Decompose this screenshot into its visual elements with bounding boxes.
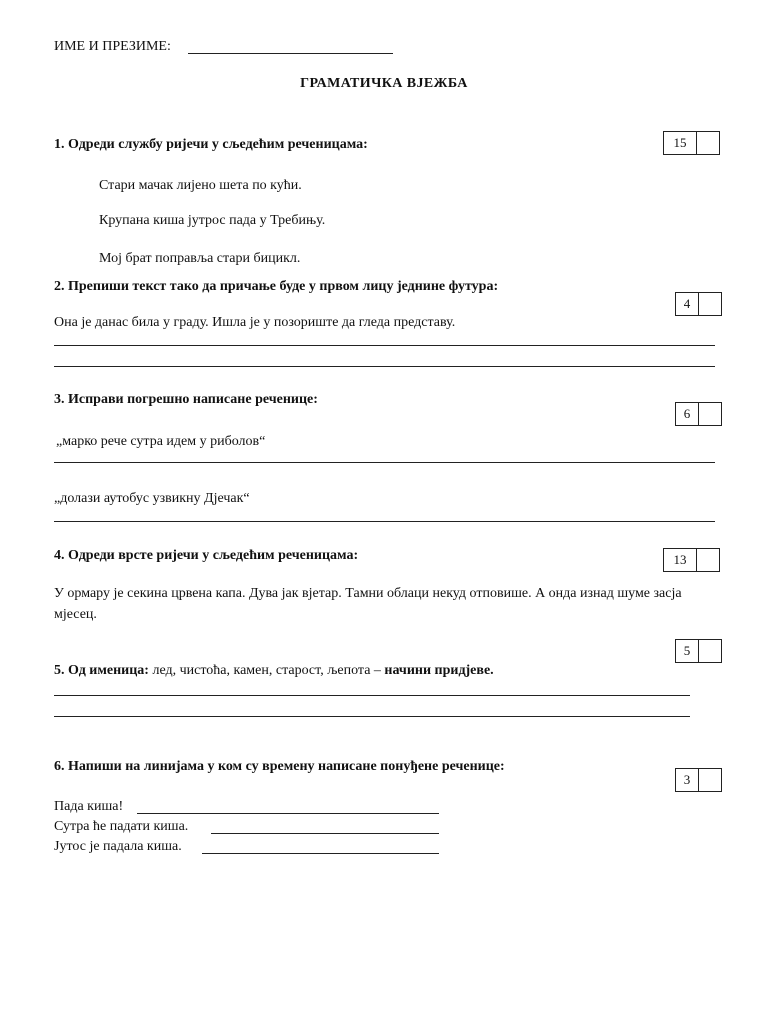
task-3-score-box (675, 402, 722, 426)
task-6-sentence: Јутос је падала киша. (54, 839, 182, 854)
task-3-sentence: „марко рече сутра идем у риболов“ (56, 434, 266, 449)
task-6-score-box (675, 768, 722, 792)
answer-line[interactable] (211, 833, 439, 834)
task-1-sentence: Стари мачак лијено шета по кући. (99, 178, 302, 193)
task-1-sentence: Мој брат поправља стари бицикл. (99, 251, 301, 266)
task-4-score-field[interactable] (697, 549, 719, 571)
task-5-points: 5 (676, 640, 699, 662)
name-label: ИМЕ И ПРЕЗИМЕ: (54, 39, 171, 54)
task-1-sentence: Крупана киша јутрос пада у Требињу. (99, 213, 326, 228)
answer-line[interactable] (54, 345, 715, 346)
task-4-text: У ормару је секина црвена капа. Дува јак вјетар. Тамни облаци некуд отповише. А онда изнад шуме засја мјесец. (54, 586, 682, 622)
task-6-sentence: Пада киша! (54, 799, 124, 814)
task-6-points: 3 (676, 769, 699, 791)
name-line[interactable] (188, 53, 393, 54)
answer-line[interactable] (54, 521, 715, 522)
answer-line[interactable] (137, 813, 439, 814)
task-4-points: 13 (664, 549, 697, 571)
task-1-score-field[interactable] (697, 132, 719, 154)
task-3-sentence: „долази аутобус узвикну Дјечак“ (54, 491, 250, 506)
task-5-heading-words: лед, чистоћа, камен, старост, љепота – (148, 663, 385, 678)
task-3-heading: 3. Исправи погрешно написане реченице: (54, 392, 318, 407)
answer-line[interactable] (202, 853, 439, 854)
answer-line[interactable] (54, 462, 715, 463)
task-4-heading: 4. Одреди врсте ријечи у сљедећим реченицама: (54, 548, 359, 563)
task-2-score-box (675, 292, 722, 316)
task-6-sentence: Сутра ће падати киша. (54, 819, 189, 834)
answer-line[interactable] (54, 366, 715, 367)
task-1-points: 15 (664, 132, 697, 154)
task-3-score-field[interactable] (699, 403, 721, 425)
page-title: ГРАМАТИЧКА ВЈЕЖБА (300, 76, 468, 91)
task-5-score-field[interactable] (699, 640, 721, 662)
task-5-heading-prefix: 5. Од именица: (54, 663, 149, 678)
task-4-score-box (663, 548, 720, 572)
answer-line[interactable] (54, 716, 690, 717)
task-5-score-box (675, 639, 722, 663)
task-5-heading-suffix: начини придјеве. (384, 663, 494, 678)
task-6-score-field[interactable] (699, 769, 721, 791)
task-3-points: 6 (676, 403, 699, 425)
task-5-heading (54, 662, 494, 679)
task-2-score-field[interactable] (699, 293, 721, 315)
task-1-score-box (663, 131, 720, 155)
answer-line[interactable] (54, 695, 690, 696)
task-2-text: Она је данас била у граду. Ишла је у позориште да гледа представу. (54, 315, 456, 330)
task-2-heading: 2. Препиши текст тако да причање буде у првом лицу једнине футура: (54, 279, 499, 294)
task-2-points: 4 (676, 293, 699, 315)
task-1-heading: 1. Одреди службу ријечи у сљедећим реченицама: (54, 137, 368, 152)
task-6-heading: 6. Напиши на линијама у ком су времену написане понуђене реченице: (54, 759, 505, 774)
